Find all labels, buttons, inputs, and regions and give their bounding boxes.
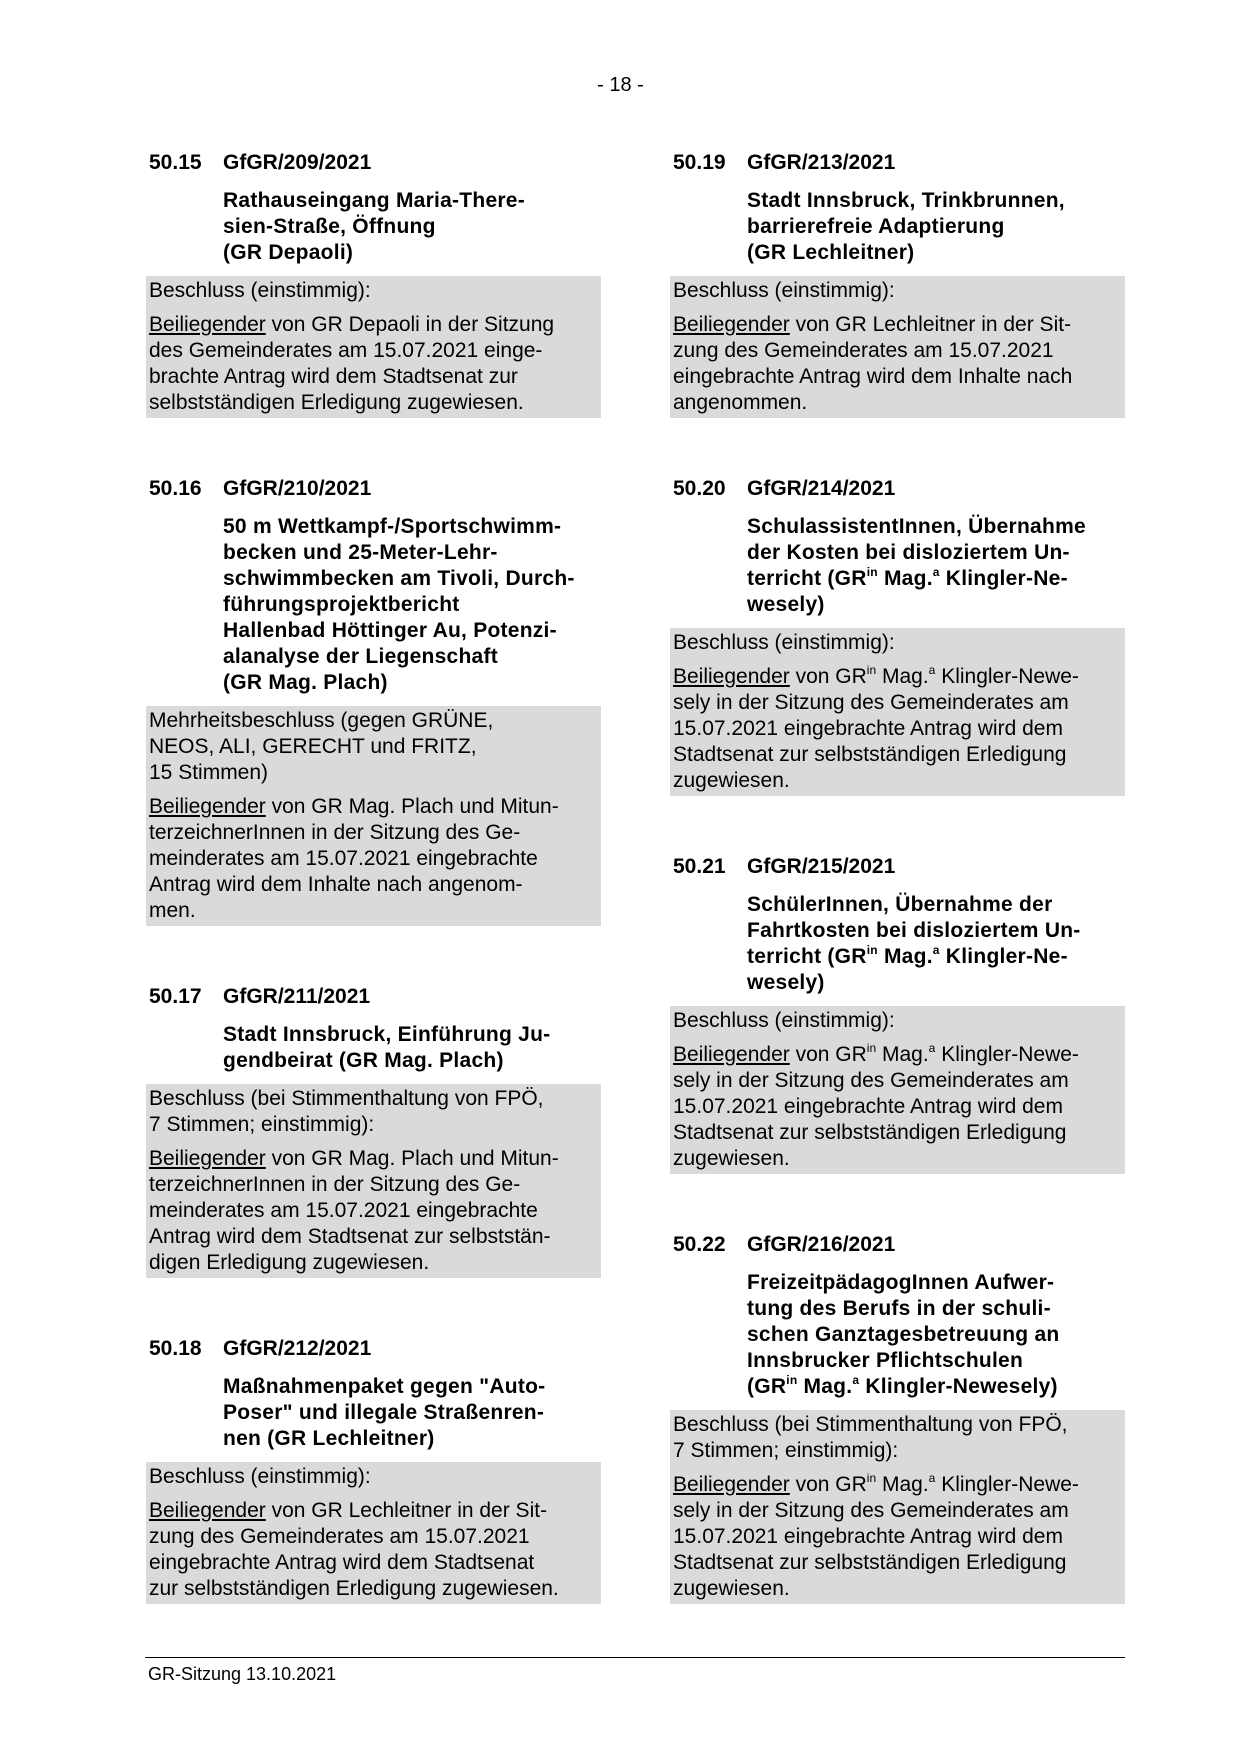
text-line: tung des Berufs in der schuli-	[747, 1297, 1051, 1320]
text-line: terzeichnerInnen in der Sitzung des Ge-	[149, 1173, 521, 1196]
text-line: angenommen.	[673, 391, 808, 414]
text-line: sely in der Sitzung des Gemeinderates am	[673, 1499, 1069, 1522]
resolution-body	[149, 794, 598, 924]
entry-number: 50.20	[673, 477, 726, 500]
underlined-lead: Beiliegender	[673, 313, 790, 336]
entry-number: 50.21	[673, 855, 726, 878]
underlined-lead: Beiliegender	[673, 1473, 790, 1496]
entry-reference: GfGR/212/2021	[223, 1337, 372, 1360]
text-line: 50 m Wettkampf-/Sportschwimm-	[223, 515, 562, 538]
text-line: zugewiesen.	[673, 1147, 790, 1170]
decision-block	[146, 276, 601, 418]
decision-text	[673, 630, 1122, 656]
entry-number: 50.16	[149, 477, 202, 500]
underlined-lead: Beiliegender	[149, 1147, 266, 1170]
text-line: sely in der Sitzung des Gemeinderates am	[673, 691, 1069, 714]
superscript: in	[866, 1041, 877, 1055]
text-line: zung des Gemeinderates am 15.07.2021	[149, 1525, 530, 1548]
entry-reference: GfGR/213/2021	[747, 151, 896, 174]
decision-block	[146, 1084, 601, 1278]
text-line: Beschluss (bei Stimmenthaltung von FPÖ,	[149, 1087, 544, 1110]
superscript: in	[866, 565, 878, 579]
text-line: Stadt Innsbruck, Trinkbrunnen,	[747, 189, 1065, 212]
decision-block	[146, 1462, 601, 1604]
text-line: sien-Straße, Öffnung	[223, 215, 436, 238]
text-line: von GR Depaoli in der Sitzung	[265, 313, 555, 336]
entry-title	[223, 1374, 601, 1452]
entry-number: 50.15	[149, 151, 202, 174]
text-line: gendbeirat (GR Mag. Plach)	[223, 1049, 504, 1072]
text-line: zugewiesen.	[673, 1577, 790, 1600]
decision-text	[149, 1464, 598, 1490]
superscript: a	[928, 663, 936, 677]
entry-title	[747, 188, 1125, 266]
text-line: zur selbstständigen Erledigung zugewiesen.	[149, 1577, 559, 1600]
text-line: Innsbrucker Pflichtschulen	[747, 1349, 1024, 1372]
text-line: 7 Stimmen; einstimmig):	[673, 1439, 899, 1462]
text-line: brachte Antrag wird dem Stadtsenat zur	[149, 365, 518, 388]
entry-number: 50.17	[149, 985, 202, 1008]
text-line: 7 Stimmen; einstimmig):	[149, 1113, 375, 1136]
text-line: NEOS, ALI, GERECHT und FRITZ,	[149, 735, 477, 758]
text-line: (GR Lechleitner)	[747, 241, 915, 264]
text-line: wesely)	[747, 971, 825, 994]
entry-heading	[146, 984, 601, 1010]
text-line: Stadt Innsbruck, Einführung Ju-	[223, 1023, 551, 1046]
underlined-lead: Beiliegender	[149, 795, 266, 818]
text-line: Beschluss (einstimmig):	[149, 1465, 371, 1488]
text-line: eingebrachte Antrag wird dem Inhalte nach	[673, 365, 1073, 388]
text-line: becken und 25-Meter-Lehr-	[223, 541, 498, 564]
entry-title	[223, 514, 601, 696]
decision-text	[149, 278, 598, 304]
text-line: alanalyse der Liegenschaft	[223, 645, 498, 668]
decision-text	[149, 708, 598, 786]
text-line: 15.07.2021 eingebrachte Antrag wird dem	[673, 717, 1063, 740]
resolution-entry	[670, 1232, 1125, 1604]
text-line: 15 Stimmen)	[149, 761, 269, 784]
entry-title	[747, 1270, 1125, 1400]
text-line: des Gemeinderates am 15.07.2021 einge-	[149, 339, 543, 362]
entry-heading	[146, 150, 601, 176]
text-line: SchülerInnen, Übernahme der	[747, 893, 1053, 916]
resolution-entry	[670, 150, 1125, 418]
text-line: von $GR^{in}$ Mag.$^a$ Klingler-Newe-	[789, 663, 1079, 688]
resolution-entry	[146, 984, 601, 1278]
text-line: Beschluss (einstimmig):	[673, 279, 895, 302]
entry-heading	[146, 476, 601, 502]
footer-text: GR-Sitzung 13.10.2021	[148, 1664, 337, 1684]
resolution-entry	[146, 476, 601, 926]
entry-heading	[670, 1232, 1125, 1258]
footer-divider	[145, 1657, 1125, 1658]
resolution-body	[149, 312, 598, 416]
text-line: Antrag wird dem Inhalte nach angenom-	[149, 873, 523, 896]
page-number: - 18 -	[597, 74, 644, 96]
entry-heading	[670, 854, 1125, 880]
text-line: wesely)	[747, 593, 825, 616]
text-line: meinderates am 15.07.2021 eingebrachte	[149, 1199, 538, 1222]
text-line: Poser" und illegale Straßenren-	[223, 1401, 545, 1424]
text-line: FreizeitpädagogInnen Aufwer-	[747, 1271, 1055, 1294]
text-line: men.	[149, 899, 196, 922]
text-line: Beschluss (bei Stimmenthaltung von FPÖ,	[673, 1413, 1068, 1436]
underlined-lead: Beiliegender	[673, 665, 790, 688]
text-line: digen Erledigung zugewiesen.	[149, 1251, 430, 1274]
entry-reference: GfGR/216/2021	[747, 1233, 896, 1256]
text-line: nen (GR Lechleitner)	[223, 1427, 435, 1450]
text-line: der Kosten bei disloziertem Un-	[747, 541, 1070, 564]
text-line: Mehrheitsbeschluss (gegen GRÜNE,	[149, 709, 494, 732]
text-line: Antrag wird dem Stadtsenat zur selbststän-	[149, 1225, 551, 1248]
superscript: a	[932, 565, 940, 579]
text-line: schwimmbecken am Tivoli, Durch-	[223, 567, 575, 590]
text-line: eingebrachte Antrag wird dem Stadtsenat	[149, 1551, 535, 1574]
superscript: a	[928, 1471, 936, 1485]
resolution-entry	[670, 854, 1125, 1174]
text-line: von GR Mag. Plach und Mitun-	[265, 795, 559, 818]
text-line: von GR Lechleitner in der Sit-	[265, 1499, 548, 1522]
superscript: in	[866, 663, 877, 677]
entry-number: 50.22	[673, 1233, 726, 1256]
superscript: a	[928, 1041, 936, 1055]
text-line: von GR Mag. Plach und Mitun-	[265, 1147, 559, 1170]
text-line: zugewiesen.	[673, 769, 790, 792]
text-line: Beschluss (einstimmig):	[673, 1009, 895, 1032]
resolution-body	[149, 1498, 598, 1602]
superscript: in	[866, 943, 878, 957]
text-line: meinderates am 15.07.2021 eingebrachte	[149, 847, 538, 870]
entry-reference: GfGR/215/2021	[747, 855, 896, 878]
text-line: Stadtsenat zur selbstständigen Erledigung	[673, 743, 1067, 766]
resolution-entry	[146, 1336, 601, 1604]
text-line: sely in der Sitzung des Gemeinderates am	[673, 1069, 1069, 1092]
decision-block	[670, 1410, 1125, 1604]
text-line: (GR Mag. Plach)	[223, 671, 388, 694]
superscript: a	[932, 943, 940, 957]
text-line: terricht ($GR^{in}$ Mag.$^a$ Klingler-Ne-	[747, 943, 1068, 968]
decision-block	[670, 1006, 1125, 1174]
text-line: Beschluss (einstimmig):	[673, 631, 895, 654]
entry-heading	[670, 476, 1125, 502]
entry-number: 50.18	[149, 1337, 202, 1360]
superscript: in	[866, 1471, 877, 1485]
superscript: in	[786, 1373, 798, 1387]
left-column	[146, 150, 601, 1662]
entry-title	[747, 514, 1125, 618]
entry-heading	[670, 150, 1125, 176]
decision-block	[670, 276, 1125, 418]
text-line: 15.07.2021 eingebrachte Antrag wird dem	[673, 1525, 1063, 1548]
text-line: Fahrtkosten bei disloziertem Un-	[747, 919, 1081, 942]
text-line: selbstständigen Erledigung zugewiesen.	[149, 391, 524, 414]
entry-heading	[146, 1336, 601, 1362]
entry-reference: GfGR/214/2021	[747, 477, 896, 500]
resolution-entry	[670, 476, 1125, 796]
superscript: a	[852, 1373, 860, 1387]
underlined-lead: Beiliegender	[149, 1499, 266, 1522]
text-line: Beschluss (einstimmig):	[149, 279, 371, 302]
right-column	[670, 150, 1125, 1662]
text-line: Maßnahmenpaket gegen "Auto-	[223, 1375, 546, 1398]
resolution-body	[673, 312, 1122, 416]
resolution-body	[673, 1042, 1122, 1172]
text-line: terricht ($GR^{in}$ Mag.$^a$ Klingler-Ne-	[747, 565, 1068, 590]
entry-reference: GfGR/209/2021	[223, 151, 372, 174]
entry-number: 50.19	[673, 151, 726, 174]
decision-text	[673, 1412, 1122, 1464]
decision-block	[670, 628, 1125, 796]
text-line: ($GR^{in}$ Mag.$^a$ Klingler-Newesely)	[747, 1373, 1058, 1398]
decision-text	[673, 278, 1122, 304]
entry-reference: GfGR/211/2021	[223, 985, 371, 1008]
entry-title	[223, 1022, 601, 1074]
text-line: führungsprojektbericht	[223, 593, 460, 616]
text-line: von $GR^{in}$ Mag.$^a$ Klingler-Newe-	[789, 1041, 1079, 1066]
resolution-entry	[146, 150, 601, 418]
text-line: schen Ganztagesbetreuung an	[747, 1323, 1060, 1346]
underlined-lead: Beiliegender	[673, 1043, 790, 1066]
resolution-body	[673, 664, 1122, 794]
decision-text	[149, 1086, 598, 1138]
decision-block	[146, 706, 601, 926]
resolution-body	[673, 1472, 1122, 1602]
entry-reference: GfGR/210/2021	[223, 477, 372, 500]
text-line: SchulassistentInnen, Übernahme	[747, 515, 1086, 538]
text-line: Stadtsenat zur selbstständigen Erledigung	[673, 1551, 1067, 1574]
text-line: terzeichnerInnen in der Sitzung des Ge-	[149, 821, 521, 844]
text-line: zung des Gemeinderates am 15.07.2021	[673, 339, 1054, 362]
text-line: Stadtsenat zur selbstständigen Erledigung	[673, 1121, 1067, 1144]
text-line: Rathauseingang Maria-There-	[223, 189, 525, 212]
entry-title	[223, 188, 601, 266]
underlined-lead: Beiliegender	[149, 313, 266, 336]
decision-text	[673, 1008, 1122, 1034]
text-line: (GR Depaoli)	[223, 241, 354, 264]
resolution-body	[149, 1146, 598, 1276]
text-line: von GR Lechleitner in der Sit-	[789, 313, 1072, 336]
text-line: 15.07.2021 eingebrachte Antrag wird dem	[673, 1095, 1063, 1118]
text-line: von $GR^{in}$ Mag.$^a$ Klingler-Newe-	[789, 1471, 1079, 1496]
text-line: barrierefreie Adaptierung	[747, 215, 1005, 238]
entry-title	[747, 892, 1125, 996]
text-line: Hallenbad Höttinger Au, Potenzi-	[223, 619, 557, 642]
